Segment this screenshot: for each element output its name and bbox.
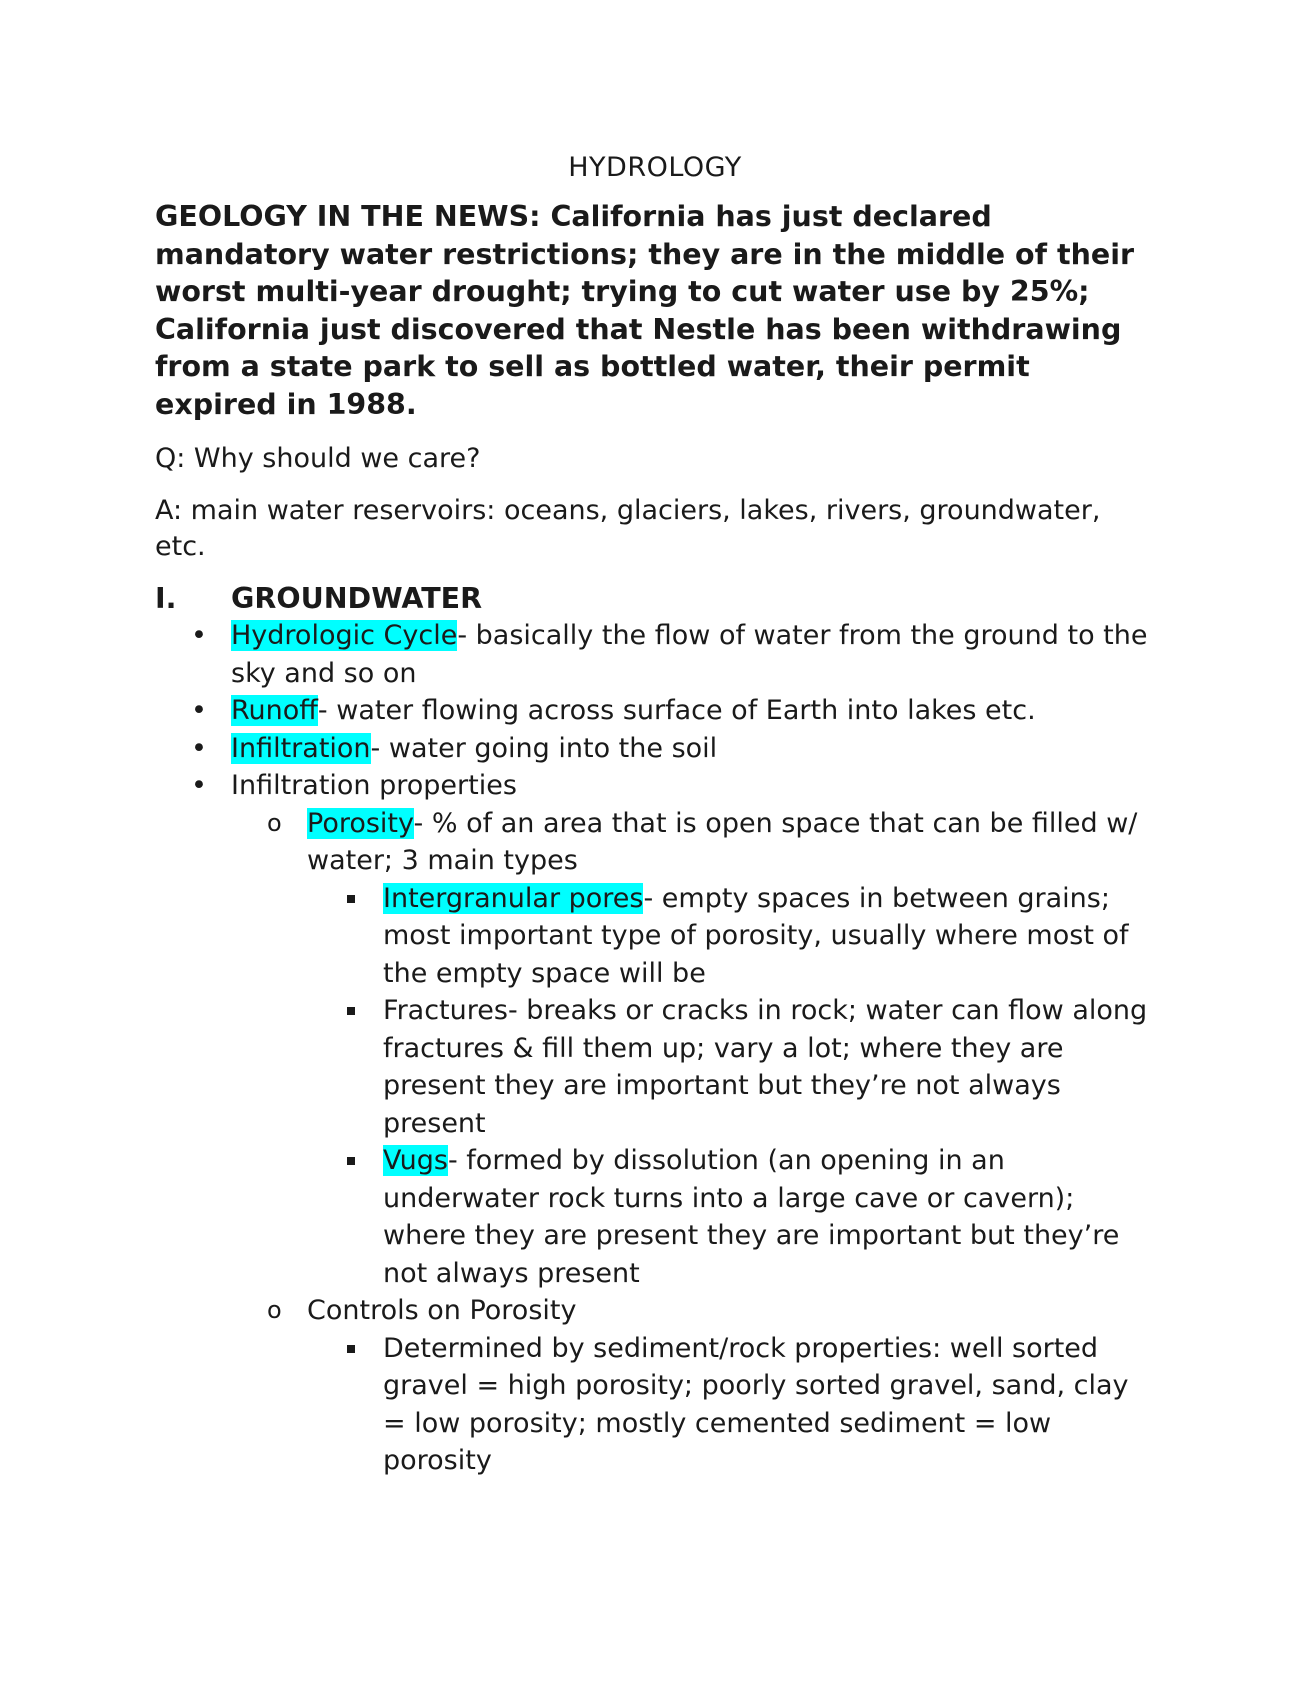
question-paragraph: Q: Why should we care? [155,443,481,474]
list-item-infiltration-properties [155,767,1155,1480]
bullet-icon: • [191,620,207,651]
circle-bullet-icon: o [267,1296,282,1324]
bullet-icon: • [191,770,207,801]
definition-text: - formed by dissolution (an opening in an underwater rock turns into a large cave or cavern); where they are present they are important but they’re not always present [383,1145,1120,1289]
section-heading [155,581,1155,617]
highlighted-term: Hydrologic Cycle [231,620,458,651]
definition-text: Determined by sediment/rock properties: well sorted gravel = high porosity; poorly sorted gravel, sand, clay = low porosity; mostly cemented sediment = low porosity [383,1332,1129,1476]
definition-text: - water flowing across surface of Earth into lakes etc. [317,695,1036,726]
porosity-controls-list [307,1330,1155,1480]
square-bullet-icon [347,895,355,903]
list-item-vugs [307,1142,1155,1292]
item-text: Infiltration properties [231,770,517,801]
list-item-sediment-properties [307,1330,1155,1480]
circle-bullet-icon: o [267,808,282,837]
section-title: GROUNDWATER [231,582,483,615]
answer-paragraph: A: main water reservoirs: oceans, glaciers, lakes, rivers, groundwater, etc. [155,495,1101,562]
highlighted-term: Runoff [231,695,318,726]
highlighted-term: Infiltration [231,732,371,764]
list-item-porosity [231,805,1155,1293]
square-bullet-icon [347,1007,355,1015]
bullet-icon: • [191,695,207,726]
definition-text: - water going into the soil [370,732,718,764]
square-bullet-icon [347,1345,355,1353]
bullet-icon: • [191,732,207,764]
list-item-intergranular-pores [307,880,1155,993]
definition-text: - empty spaces in between grains; most important type of porosity, usually where most of the empty space will be [383,882,1129,989]
item-text: Controls on Porosity [307,1295,577,1326]
list-item-infiltration [155,730,1155,768]
definition-text: - basically the flow of water from the ground to the sky and so on [231,620,1148,689]
list-item-fractures [307,992,1155,1142]
highlighted-term: Porosity [307,807,414,839]
document-page [155,150,1155,1480]
section-numeral: I. [155,582,177,615]
definition-text: Fractures- breaks or cracks in rock; water can flow along fractures & fill them up; vary a lot; where they are present they are important but they’re not always present [383,995,1148,1139]
document-title: HYDROLOGY [568,152,742,183]
groundwater-list [155,617,1155,1480]
square-bullet-icon [347,1157,355,1165]
list-item-hydrologic-cycle [155,617,1155,692]
list-item-controls-on-porosity [231,1292,1155,1480]
news-paragraph: GEOLOGY IN THE NEWS: California has just declared mandatory water restrictions; they are in the middle of their worst multi-year drought; trying to cut water use by 25%; California just discovered that Nestle has been withdrawing from a state park to sell as bottled water, their permit expired in 1988. [155,200,1135,421]
highlighted-term: Vugs [383,1145,448,1176]
list-item-runoff [155,692,1155,730]
porosity-types-list [307,880,1155,1293]
highlighted-term: Intergranular pores [383,882,644,914]
definition-text: - % of an area that is open space that can be filled w/ water; 3 main types [307,807,1138,876]
infiltration-properties-list [231,805,1155,1480]
